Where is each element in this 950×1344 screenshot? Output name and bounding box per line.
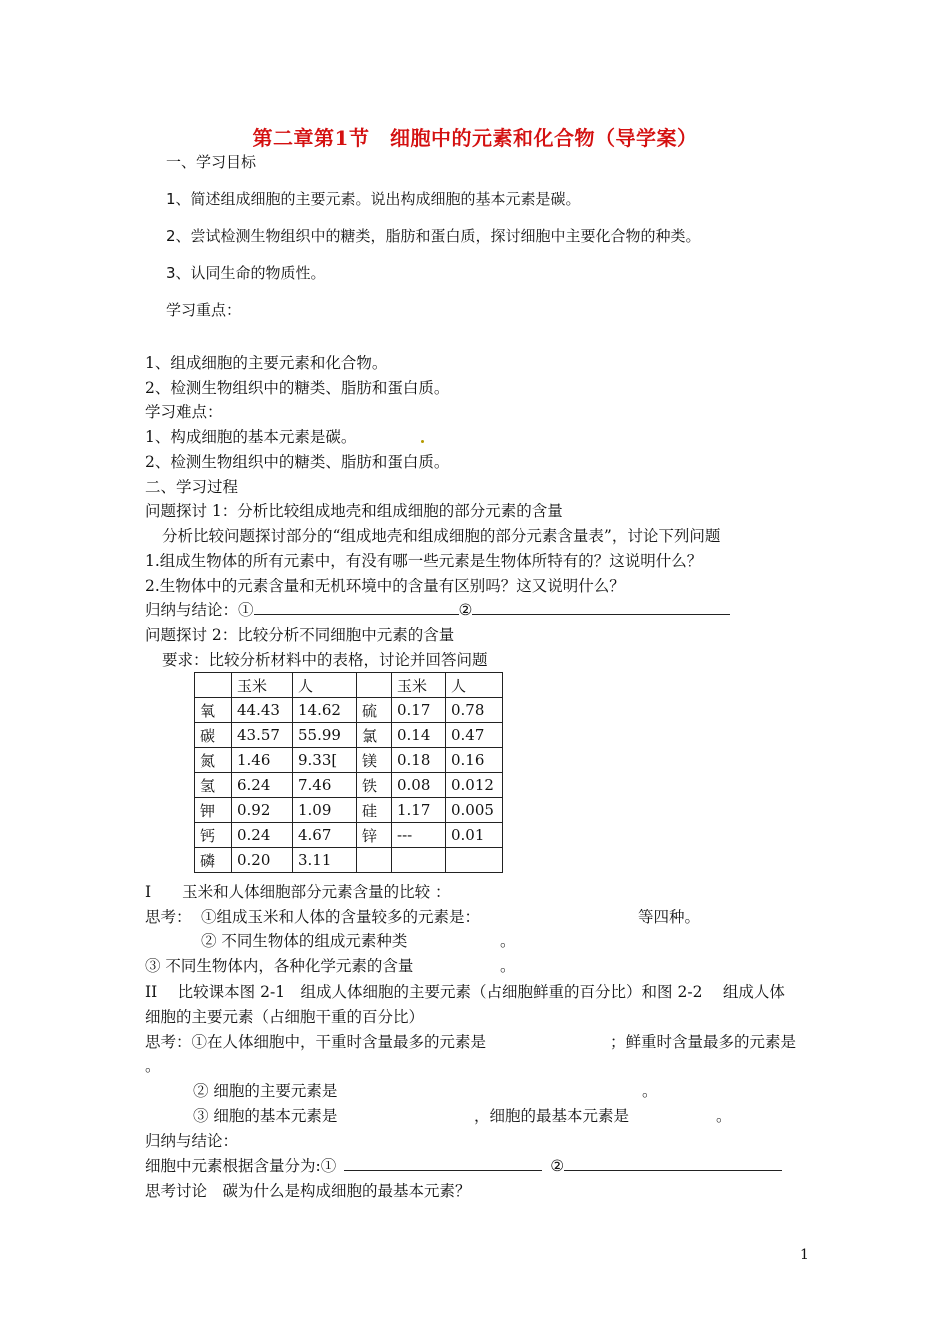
section-ii-think-q1-mid: ；鲜重时含量最多的元素是 — [610, 1033, 797, 1051]
answer-blank[interactable] — [254, 600, 459, 615]
table-cell: 0.16 — [446, 748, 503, 773]
table-cell: 0.78 — [446, 698, 503, 723]
section-ii-q2-end: 。 — [642, 1082, 658, 1100]
classify-line — [145, 1156, 782, 1176]
table-cell: 硫 — [357, 698, 392, 723]
table-cell: 磷 — [195, 848, 232, 873]
table-cell — [357, 848, 392, 873]
table-cell: 0.92 — [232, 798, 293, 823]
table-cell: 锌 — [357, 823, 392, 848]
table-header-cell: 玉米 — [232, 673, 293, 698]
table-cell: 氮 — [195, 748, 232, 773]
table-cell: 0.18 — [392, 748, 446, 773]
q2-heading: 问题探讨 2：比较分析不同细胞中元素的含量 — [145, 626, 455, 644]
discussion-question: 思考讨论 碳为什么是构成细胞的最基本元素？ — [145, 1182, 471, 1200]
table-row — [195, 848, 503, 873]
table-cell: 镁 — [357, 748, 392, 773]
table-cell: 0.20 — [232, 848, 293, 873]
conclusion-label: 归纳与结论：① — [145, 601, 254, 619]
section-i-think-label: 思考： — [145, 908, 192, 926]
table-cell: 钙 — [195, 823, 232, 848]
table-header-cell: 玉米 — [392, 673, 446, 698]
table-cell: 铁 — [357, 773, 392, 798]
section-i-q2: ② 不同生物体的组成元素种类 — [201, 932, 408, 950]
page-number: 1 — [800, 1247, 809, 1263]
table-row — [195, 748, 503, 773]
table-cell: 硅 — [357, 798, 392, 823]
table-header-cell: 人 — [293, 673, 357, 698]
objective-item: 1、简述组成细胞的主要元素。说出构成细胞的基本元素是碳。 — [166, 190, 581, 208]
section-i-caption: I 玉米和人体细胞部分元素含量的比较 ： — [145, 883, 451, 901]
section-ii-think-q1: 思考：①在人体细胞中，干重时含量最多的元素是 — [145, 1033, 487, 1051]
table-cell: 氢 — [195, 773, 232, 798]
process-heading: 二、学习过程 — [145, 478, 239, 496]
conclusion-line — [145, 600, 730, 620]
table-cell: 0.005 — [446, 798, 503, 823]
difficulty-item: 1、构成细胞的基本元素是碳。 — [145, 428, 357, 446]
section-ii-line2: 细胞的主要元素（占细胞干重的百分比） — [145, 1008, 425, 1026]
section-ii-think-q1-end: 。 — [145, 1057, 161, 1075]
objective-item: 3、认同生命的物质性。 — [166, 264, 326, 282]
q2-requirement: 要求：比较分析材料中的表格，讨论并回答问题 — [162, 651, 488, 669]
table-cell: 3.11 — [293, 848, 357, 873]
answer-blank[interactable] — [472, 600, 730, 615]
answer-blank[interactable] — [344, 1156, 542, 1171]
section-ii-conclusion-heading: 归纳与结论： — [145, 1132, 239, 1150]
table-cell: --- — [392, 823, 446, 848]
table-cell — [446, 848, 503, 873]
difficulty-item: 2、检测生物组织中的糖类、脂肪和蛋白质。 — [145, 453, 450, 471]
table-cell: 0.47 — [446, 723, 503, 748]
section-i-q1: ①组成玉米和人体的含量较多的元素是： — [201, 908, 481, 926]
table-cell: 1.09 — [293, 798, 357, 823]
table-cell: 氯 — [357, 723, 392, 748]
objective-item: 2、尝试检测生物组织中的糖类，脂肪和蛋白质，探讨细胞中主要化合物的种类。 — [166, 227, 701, 245]
q1-item: 1.组成生物体的所有元素中，有没有哪一些元素是生物体所特有的？这说明什么？ — [145, 552, 703, 570]
table-cell: 6.24 — [232, 773, 293, 798]
table-cell: 0.012 — [446, 773, 503, 798]
section-ii-q3-mid: ，细胞的最基本元素是 — [474, 1107, 630, 1125]
table-header-cell — [357, 673, 392, 698]
table-header-cell: 人 — [446, 673, 503, 698]
table-cell: 0.01 — [446, 823, 503, 848]
section-ii-q3: ③ 细胞的基本元素是 — [193, 1107, 338, 1125]
table-cell: 0.24 — [232, 823, 293, 848]
page-title: 第二章第1节 细胞中的元素和化合物（导学案） — [252, 126, 698, 150]
table-row — [195, 773, 503, 798]
table-cell: 1.46 — [232, 748, 293, 773]
section-i-q1-end: 等四种。 — [638, 908, 701, 926]
table-cell: 14.62 — [293, 698, 357, 723]
table-row — [195, 798, 503, 823]
table-cell: 4.67 — [293, 823, 357, 848]
table-cell: 钾 — [195, 798, 232, 823]
table-cell: 43.57 — [232, 723, 293, 748]
table-cell: 0.14 — [392, 723, 446, 748]
section-ii-line1: II 比较课本图 2-1 组成人体细胞的主要元素（占细胞鲜重的百分比）和图 2-2 组成人体 — [145, 983, 785, 1001]
key-point-item: 1、组成细胞的主要元素和化合物。 — [145, 354, 388, 372]
table-row — [195, 723, 503, 748]
classify-label: 细胞中元素根据含量分为:① — [145, 1157, 337, 1175]
table-row — [195, 823, 503, 848]
table-cell: 0.08 — [392, 773, 446, 798]
section-ii-q2: ② 细胞的主要元素是 — [193, 1082, 338, 1100]
section-i-q2-end: 。 — [500, 932, 516, 950]
table-row — [195, 698, 503, 723]
conclusion-mark: ② — [458, 601, 473, 619]
table-cell: 1.17 — [392, 798, 446, 823]
section-i-q3-end: 。 — [500, 957, 516, 975]
answer-blank[interactable] — [564, 1156, 782, 1171]
difficulties-heading: 学习难点： — [145, 403, 223, 421]
table-cell: 55.99 — [293, 723, 357, 748]
table-cell: 9.33[ — [293, 748, 357, 773]
table-cell: 7.46 — [293, 773, 357, 798]
q1-item: 2.生物体中的元素含量和无机环境中的含量有区别吗？这又说明什么？ — [145, 577, 625, 595]
objectives-heading: 一、学习目标 — [166, 153, 257, 171]
table-cell: 44.43 — [232, 698, 293, 723]
section-i-q3: ③ 不同生物体内，各种化学元素的含量 — [145, 957, 414, 975]
element-table — [194, 672, 503, 873]
q1-heading: 问题探讨 1：分析比较组成地壳和组成细胞的部分元素的含量 — [145, 502, 563, 520]
table-cell: 碳 — [195, 723, 232, 748]
key-point-item: 2、检测生物组织中的糖类、脂肪和蛋白质。 — [145, 379, 450, 397]
key-points-heading: 学习重点： — [166, 301, 242, 319]
stray-dot — [421, 440, 424, 443]
q1-intro: 分析比较问题探讨部分的“组成地壳和组成细胞的部分元素含量表”，讨论下列问题 — [162, 527, 721, 545]
section-ii-q3-end: 。 — [716, 1107, 732, 1125]
classify-mark: ② — [550, 1157, 565, 1175]
table-header-cell — [195, 673, 232, 698]
table-cell — [392, 848, 446, 873]
table-cell: 0.17 — [392, 698, 446, 723]
table-header-row — [195, 673, 503, 698]
table-cell: 氧 — [195, 698, 232, 723]
